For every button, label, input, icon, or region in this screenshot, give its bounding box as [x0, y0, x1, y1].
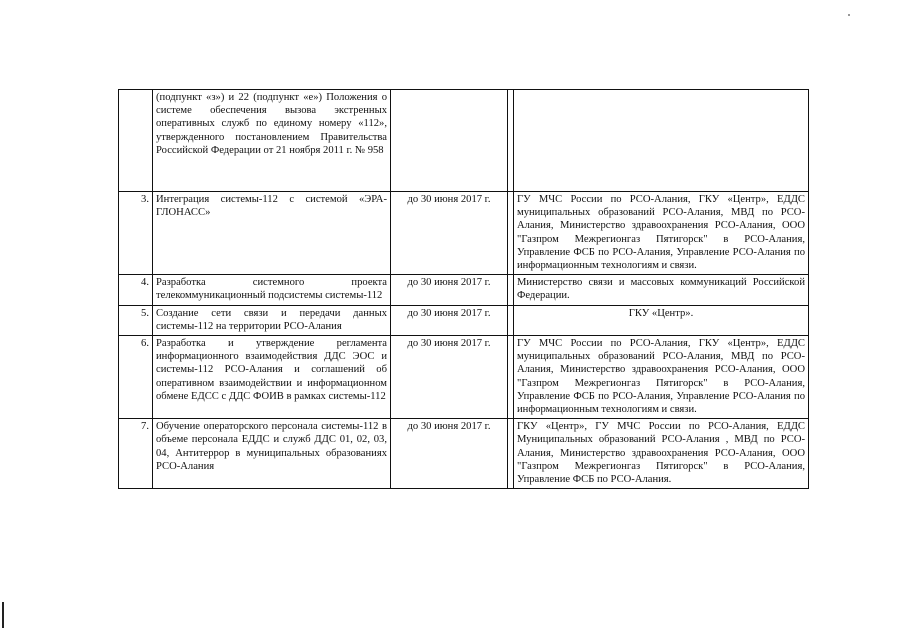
responsible-executors: ГУ МЧС России по РСО-Алания, ГКУ «Центр», ЕДДС муниципальных образований РСО-Алания, МВД по РСО-Алания, Министерство здравоохранения РСО-Алания, ООО "Газпром Межрегионгаз Пятигорск" в РСО-Алания, Управление ФСБ по РСО-Алания, Управление РСО-Алания по информационным технологиям и связи. — [514, 192, 809, 275]
row-number: 6. — [119, 336, 153, 419]
measure-description: Разработка системного проекта телекоммуникационный подсистемы системы-112 — [153, 275, 391, 305]
measure-description: Интеграция системы-112 с системой «ЭРА-ГЛОНАСС» — [153, 192, 391, 275]
responsible-executors: ГКУ «Центр», ГУ МЧС России по РСО-Алания, ЕДДС Муниципальных образований РСО-Алания , МВД по РСО-Алания, Министерство здравоохранения РСО-Алания, ООО "Газпром Межрегионгаз Пятигорск" в РСО-Алания, Управление ФСБ по РСО-Алания. — [514, 419, 809, 489]
row-number — [119, 90, 153, 192]
row-number: 7. — [119, 419, 153, 489]
table-row — [119, 192, 809, 275]
deadline: до 30 июня 2017 г. — [391, 419, 508, 489]
deadline: до 30 июня 2017 г. — [391, 192, 508, 275]
table-row — [119, 305, 809, 335]
row-number: 4. — [119, 275, 153, 305]
deadline: до 30 июня 2017 г. — [391, 305, 508, 335]
deadline: до 30 июня 2017 г. — [391, 336, 508, 419]
table-row — [119, 90, 809, 192]
responsible-executors: ГКУ «Центр». — [514, 305, 809, 335]
scan-edge-mark — [2, 602, 4, 628]
measure-description: (подпункт «з») и 22 (подпункт «е») Положения о системе обеспечения вызова экстренных оперативных служб по единому номеру «112», утвержденного постановлением Правительства Российской Федерации от 21 ноября 2011 г. № 958 — [153, 90, 391, 192]
page-dot-mark — [848, 14, 850, 16]
row-number: 3. — [119, 192, 153, 275]
measure-description: Обучение операторского персонала системы-112 в объеме персонала ЕДДС и служб ДДС 01, 02, 03, 04, Антитеррор в муниципальных образованиях РСО-Алания — [153, 419, 391, 489]
responsible-executors: Министерство связи и массовых коммуникаций Российской Федерации. — [514, 275, 809, 305]
responsible-executors — [514, 90, 809, 192]
measures-table — [118, 89, 809, 489]
deadline: до 30 июня 2017 г. — [391, 275, 508, 305]
measure-description: Создание сети связи и передачи данных системы-112 на территории РСО-Алания — [153, 305, 391, 335]
table-row — [119, 419, 809, 489]
table-row — [119, 336, 809, 419]
deadline — [391, 90, 508, 192]
row-number: 5. — [119, 305, 153, 335]
measure-description: Разработка и утверждение регламента информационного взаимодействия ДДС ЭОС и системы-112 РСО-Алания и соглашений об оперативном взаимодействии и информационном обмене ЕДСС с ДДС ФОИВ в рамках системы-112 — [153, 336, 391, 419]
table-row — [119, 275, 809, 305]
responsible-executors: ГУ МЧС России по РСО-Алания, ГКУ «Центр», ЕДДС муниципальных образований РСО-Алания, МВД по РСО-Алания, Министерство здравоохранения РСО-Алания, ООО "Газпром Межрегионгаз Пятигорск" в РСО-Алания, Управление ФСБ по РСО-Алания, Управление РСО-Алания по информационным технологиям и связи. — [514, 336, 809, 419]
